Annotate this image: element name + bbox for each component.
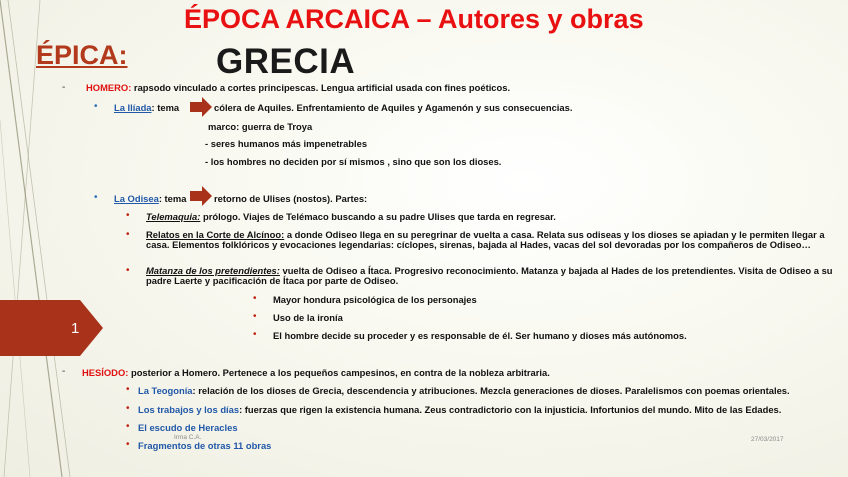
hesiodo-line bbox=[82, 367, 550, 378]
trabajos-line bbox=[138, 404, 781, 415]
section-heading-grecia: GRECIA bbox=[216, 42, 356, 81]
odisea-point-3: El hombre decide su proceder y es responsable de él. Ser humano y dioses más autónomos. bbox=[273, 330, 687, 341]
bullet-icon: • bbox=[94, 192, 98, 203]
hesiodo-desc: posterior a Homero. Pertenece a los pequeños campesinos, en contra de la nobleza arbitraria. bbox=[128, 367, 550, 378]
iliada-point-2: - los hombres no deciden por sí mismos , sino que son los dioses. bbox=[205, 156, 502, 167]
bullet-icon: • bbox=[253, 293, 257, 304]
iliada-arrow-icon bbox=[190, 97, 212, 117]
odisea-link[interactable]: La Odisea bbox=[114, 193, 159, 204]
bullet-icon: • bbox=[126, 384, 130, 395]
telemaquia-label: Telemaquia: bbox=[146, 211, 201, 222]
iliada-marco: marco: guerra de Troya bbox=[208, 121, 313, 132]
bullet-icon: • bbox=[126, 229, 130, 240]
odisea-point-2: Uso de la ironía bbox=[273, 312, 343, 323]
trabajos-text: : fuerzas que rigen la existencia humana. Zeus contradictorio con la injusticia. Infortunios del mundo. Mito de las Edades. bbox=[239, 404, 782, 415]
bullet-icon: • bbox=[126, 265, 130, 276]
odisea-tema-label: : tema bbox=[158, 193, 187, 204]
homero-desc: rapsodo vinculado a cortes principescas. Lengua artificial usada con fines poéticos. bbox=[131, 82, 511, 93]
homero-name: HOMERO: bbox=[86, 82, 132, 93]
teogonia-label: La Teogonía bbox=[138, 385, 193, 396]
hesiodo-name: HESÍODO: bbox=[82, 367, 129, 378]
odisea-line bbox=[114, 193, 186, 204]
iliada-point-1: - seres humanos más impenetrables bbox=[205, 138, 368, 149]
bullet-icon: • bbox=[126, 210, 130, 221]
odisea-arrow-icon bbox=[190, 186, 212, 206]
bullet-icon: • bbox=[253, 311, 257, 322]
page-title: ÉPOCA ARCAICA – Autores y obras bbox=[184, 4, 644, 34]
matanza-text: vuelta de Odiseo a Ítaca. Progresivo reconocimiento. Matanza y bajada al Hades de los pretendientes. Visita de Odiseo a su padre Laerte y pacificación de Ítaca por parte de Odiseo. bbox=[146, 265, 833, 286]
telemaquia-text: prólogo. Viajes de Telémaco buscando a su padre Ulises que tarda en regresar. bbox=[200, 211, 556, 222]
iliada-tema-label: : tema bbox=[151, 102, 180, 113]
bullet-icon: • bbox=[94, 101, 98, 112]
teogonia-text: : relación de los dioses de Grecia, descendencia y atribuciones. Mezcla generaciones de dioses. Paralelismos con poemas orientales. bbox=[192, 385, 790, 396]
odisea-tema-text: retorno de Ulises (nostos). Partes: bbox=[214, 193, 368, 204]
homero-line bbox=[86, 82, 510, 93]
footer-date: 27/03/2017 bbox=[751, 436, 784, 443]
matanza-label: Matanza de los pretendientes: bbox=[146, 265, 280, 276]
matanza-paragraph bbox=[146, 266, 836, 286]
slide-number: 1 bbox=[71, 320, 80, 337]
iliada-tema-text: cólera de Aquiles. Enfrentamiento de Aquiles y Agamenón y sus consecuencias. bbox=[214, 102, 573, 113]
relatos-text: a donde Odiseo llega en su peregrinar de vuelta a casa. Relata sus odiseas y los dioses se apiadan y le permiten llegar a casa. Elementos folklóricos y evocaciones legendarias: cíclopes, sirenas, bajada al Hades, vacas del sol devoradas por los compañeros de Odiseo… bbox=[146, 229, 825, 250]
trabajos-label: Los trabajos y los días bbox=[138, 404, 240, 415]
odisea-point-1: Mayor hondura psicológica de los personajes bbox=[273, 294, 477, 305]
slide-number-tab bbox=[0, 300, 103, 356]
relatos-label: Relatos en la Corte de Alcínoo: bbox=[146, 229, 285, 240]
teogonia-line bbox=[138, 385, 790, 396]
bullet-icon: • bbox=[126, 439, 130, 450]
telemaquia-line bbox=[146, 211, 556, 222]
bullet-icon: • bbox=[126, 403, 130, 414]
fragmentos-item: Fragmentos de otras 11 obras bbox=[138, 440, 272, 451]
footer-author: Irma C.A. bbox=[174, 434, 202, 441]
relatos-paragraph bbox=[146, 230, 836, 250]
iliada-line bbox=[114, 102, 179, 113]
dash-bullet: - bbox=[62, 366, 66, 377]
bullet-icon: • bbox=[126, 421, 130, 432]
section-heading-epica: ÉPICA: bbox=[36, 40, 128, 70]
iliada-link[interactable]: La Ilíada bbox=[114, 102, 152, 113]
escudo-item: El escudo de Heracles bbox=[138, 422, 238, 433]
bullet-icon: • bbox=[253, 329, 257, 340]
dash-bullet: - bbox=[62, 82, 66, 93]
